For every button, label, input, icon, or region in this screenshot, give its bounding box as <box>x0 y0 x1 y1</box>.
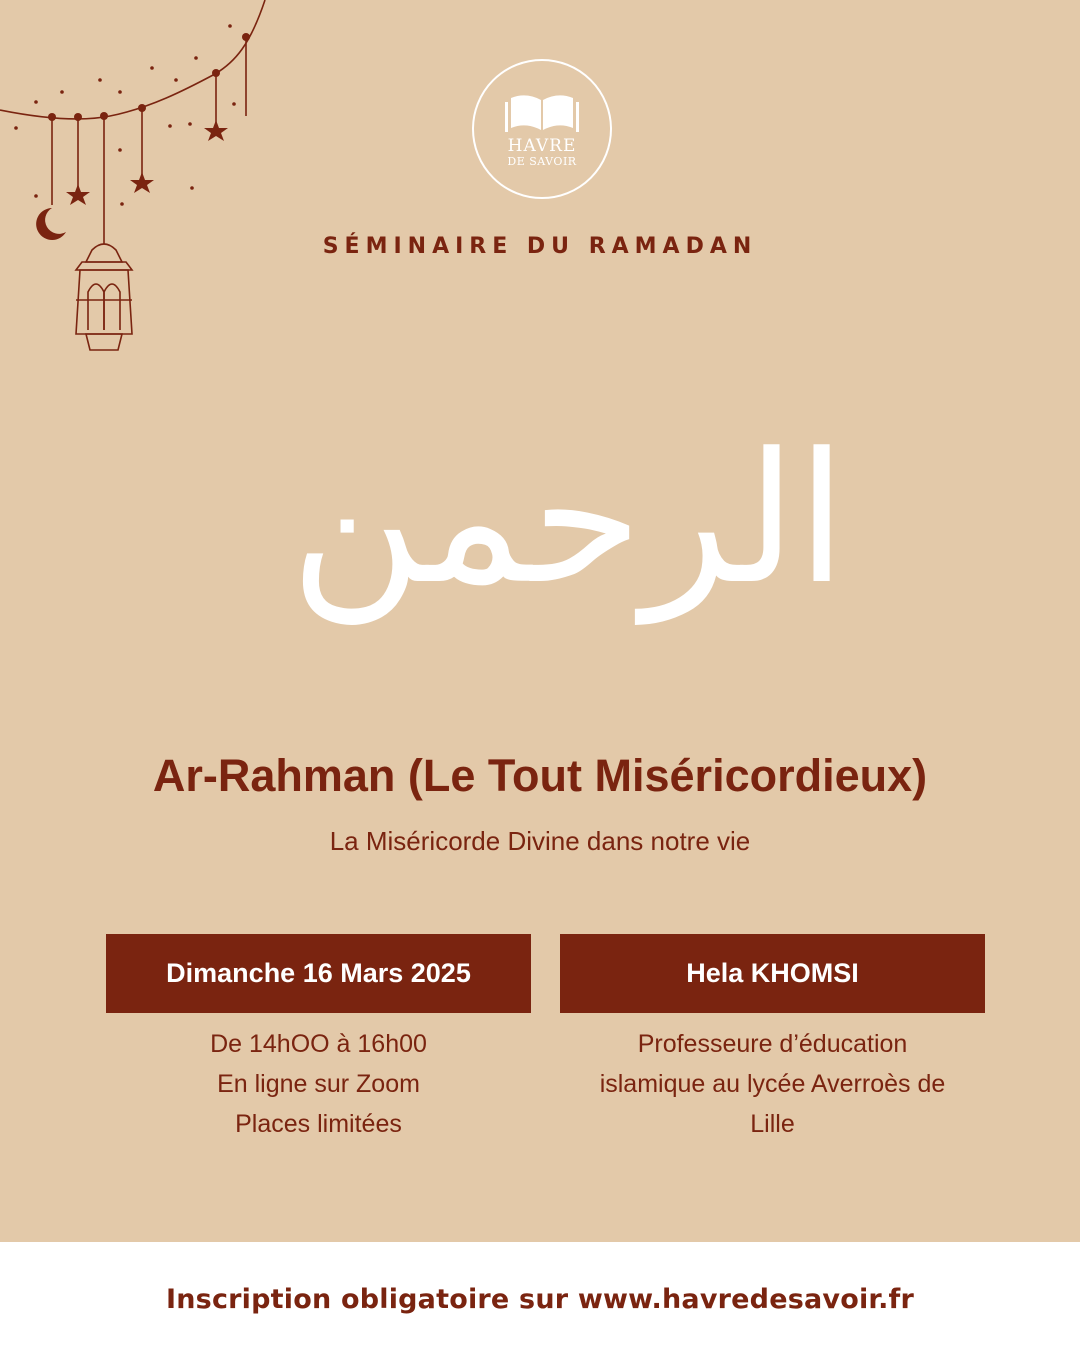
logo-line2: DE SAVOIR <box>507 155 577 168</box>
event-location: En ligne sur Zoom <box>217 1070 420 1098</box>
speaker-role-line3: Lille <box>750 1110 795 1138</box>
event-availability: Places limitées <box>235 1110 402 1138</box>
seminar-label: SÉMINAIRE DU RAMADAN <box>322 234 758 259</box>
speaker-details <box>560 1024 985 1144</box>
book-icon <box>471 58 613 200</box>
event-time: De 14hOO à 16h00 <box>210 1030 427 1058</box>
page-title: Ar-Rahman (Le Tout Miséricordieux) <box>152 750 928 801</box>
havre-de-savoir-logo <box>471 58 613 200</box>
speaker-name-box <box>560 934 985 1013</box>
speaker-name: Hela KHOMSI <box>686 958 859 988</box>
logo-line1: HAVRE <box>507 136 577 156</box>
registration-link[interactable]: Inscription obligatoire sur www.havredesavoir.fr <box>166 1284 914 1315</box>
event-date: Dimanche 16 Mars 2025 <box>166 958 471 988</box>
page-subtitle: La Miséricorde Divine dans notre vie <box>329 826 751 856</box>
speaker-role-line1: Professeure d’éducation <box>637 1030 908 1058</box>
ramadan-decoration <box>0 0 300 370</box>
speaker-role-line2: islamique au lycée Averroès de <box>599 1070 946 1098</box>
event-details <box>106 1024 531 1144</box>
event-date-box <box>106 934 531 1013</box>
ar-rahman-calligraphy <box>290 310 847 690</box>
calligraphy-text: الرحمن <box>290 415 847 624</box>
footer <box>0 1242 1080 1350</box>
